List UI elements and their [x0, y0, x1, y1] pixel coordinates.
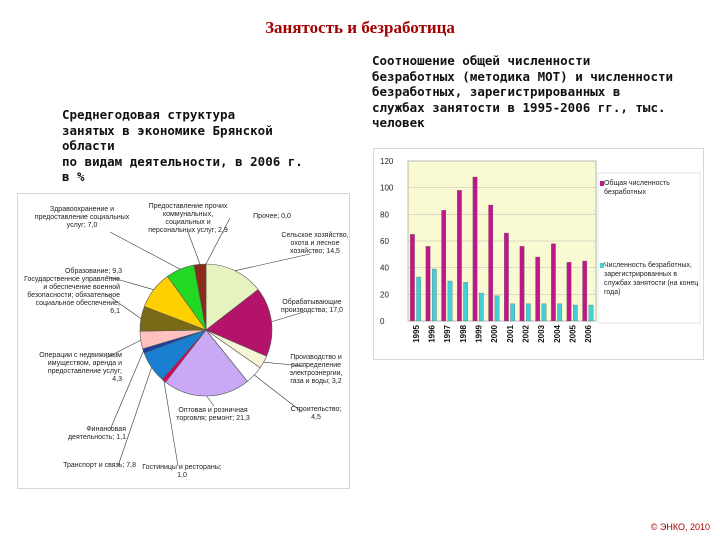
x-tick-label-2001: 2001 — [505, 325, 515, 343]
pie-leader-line-13 — [188, 232, 200, 264]
x-tick-label-2006: 2006 — [584, 325, 594, 343]
pie-label-trade: Оптовая и розничная торговля; ремонт; 21,3 — [176, 407, 250, 422]
pie-label-hotels: Гостиницы и рестораны; 1,0 — [142, 464, 222, 479]
bar-series0-1997 — [442, 210, 446, 321]
bar-series0-2000 — [489, 205, 493, 321]
x-tick-label-2002: 2002 — [521, 325, 531, 343]
pie-leader-line-12 — [110, 232, 180, 269]
x-tick-label-1995: 1995 — [411, 325, 421, 343]
y-tick-label-1: 20 — [380, 290, 389, 300]
pie-chart-heading: Среднегодовая структура занятых в экономике Брянской области по видам деятельности, в 2006 г. в % — [62, 107, 303, 184]
bar-series0-2005 — [567, 262, 571, 321]
pie-label-energy: Производство и распределение электроэнергии, газа и воды; 3,2 — [289, 354, 343, 385]
pie-leader-line-5 — [207, 396, 214, 406]
y-tick-label-0: 0 — [380, 317, 385, 326]
legend-label-registered: Численность безработных, зарегистрированных в службах занятости (на конец года) — [604, 262, 699, 296]
pie-label-agriculture: Сельское хозяйство, охота и лесное хозяйство; 14,5 — [281, 232, 349, 255]
x-tick-label-2005: 2005 — [568, 325, 578, 343]
bar-series0-2006 — [583, 261, 587, 321]
pie-leader-line-7 — [118, 367, 152, 466]
bar-series1-2005 — [573, 305, 577, 321]
pie-label-education: Образование; 9,3 — [64, 268, 122, 275]
pie-label-realestate: Операции с недвижимым имуществом, аренда и предоставление услуг; 4,3 — [39, 352, 122, 383]
pie-label-transport: Транспорт и связь; 7,8 — [63, 462, 136, 469]
pie-label-construction: Строительство; 4,5 — [290, 406, 342, 421]
x-tick-label-1998: 1998 — [458, 325, 468, 343]
x-tick-label-2000: 2000 — [490, 325, 500, 343]
legend-label-total: Общая численность безработных — [604, 180, 670, 196]
page-title: Занятость и безработица — [265, 18, 455, 37]
pie-label-health: Здравоохранение и предоставление социальных услуг; 7,0 — [34, 206, 130, 229]
pie-label-finance: Финансовая деятельность; 1,1 — [67, 426, 126, 441]
bar-series0-2004 — [551, 244, 555, 321]
bar-series1-1996 — [432, 269, 436, 321]
bar-series0-2001 — [504, 233, 508, 321]
x-tick-label-1997: 1997 — [443, 325, 453, 343]
bar-series1-1995 — [416, 277, 420, 321]
bar-series0-1996 — [426, 246, 430, 321]
x-tick-label-2004: 2004 — [552, 325, 562, 343]
pie-label-manufacturing: Обрабатывающие производства; 17,0 — [281, 299, 343, 314]
bar-series0-2002 — [520, 246, 524, 321]
bar-series1-1998 — [463, 282, 467, 321]
x-tick-label-1996: 1996 — [427, 325, 437, 343]
bar-series1-1997 — [448, 281, 452, 321]
bar-series0-2003 — [536, 257, 540, 321]
y-tick-label-4: 80 — [380, 210, 389, 220]
pie-label-other: Прочее; 0,0 — [253, 213, 291, 220]
pie-chart-panel — [17, 193, 350, 489]
bar-chart-heading: Соотношение общей численности безработных (методика МОТ) и численности безработных, зарегистрированных в службах занятости в 1995-2006 гг., тыс. человек — [372, 53, 674, 130]
bar-series1-2004 — [557, 304, 561, 321]
bar-chart-panel — [373, 148, 704, 360]
bar-series0-1995 — [410, 234, 414, 321]
bar-series1-2001 — [510, 304, 514, 321]
pie-leader-line-1 — [235, 254, 310, 271]
y-tick-label-3: 60 — [380, 237, 389, 246]
pie-leader-line-6 — [164, 381, 178, 466]
y-tick-label-6: 120 — [380, 157, 394, 166]
bar-series1-2003 — [542, 304, 546, 321]
x-tick-label-1999: 1999 — [474, 325, 484, 343]
bar-series1-1999 — [479, 293, 483, 321]
x-tick-label-2003: 2003 — [537, 325, 547, 343]
bar-series1-2006 — [589, 305, 593, 321]
copyright: © ЭНКО, 2010 — [650, 522, 710, 532]
bar-series0-1999 — [473, 177, 477, 321]
bar-series1-2002 — [526, 304, 530, 321]
y-tick-label-2: 40 — [380, 263, 389, 273]
pie-label-government: Государственное управление и обеспечение военной безопасности; обязательное социальное обеспечение; 6,1 — [24, 276, 120, 315]
bar-series0-1998 — [457, 190, 461, 321]
y-tick-label-5: 100 — [380, 183, 394, 193]
bar-series1-2000 — [495, 296, 499, 321]
pie-label-services: Предоставление прочих коммунальных, социальных и персональных услуг; 2,9 — [148, 203, 228, 234]
